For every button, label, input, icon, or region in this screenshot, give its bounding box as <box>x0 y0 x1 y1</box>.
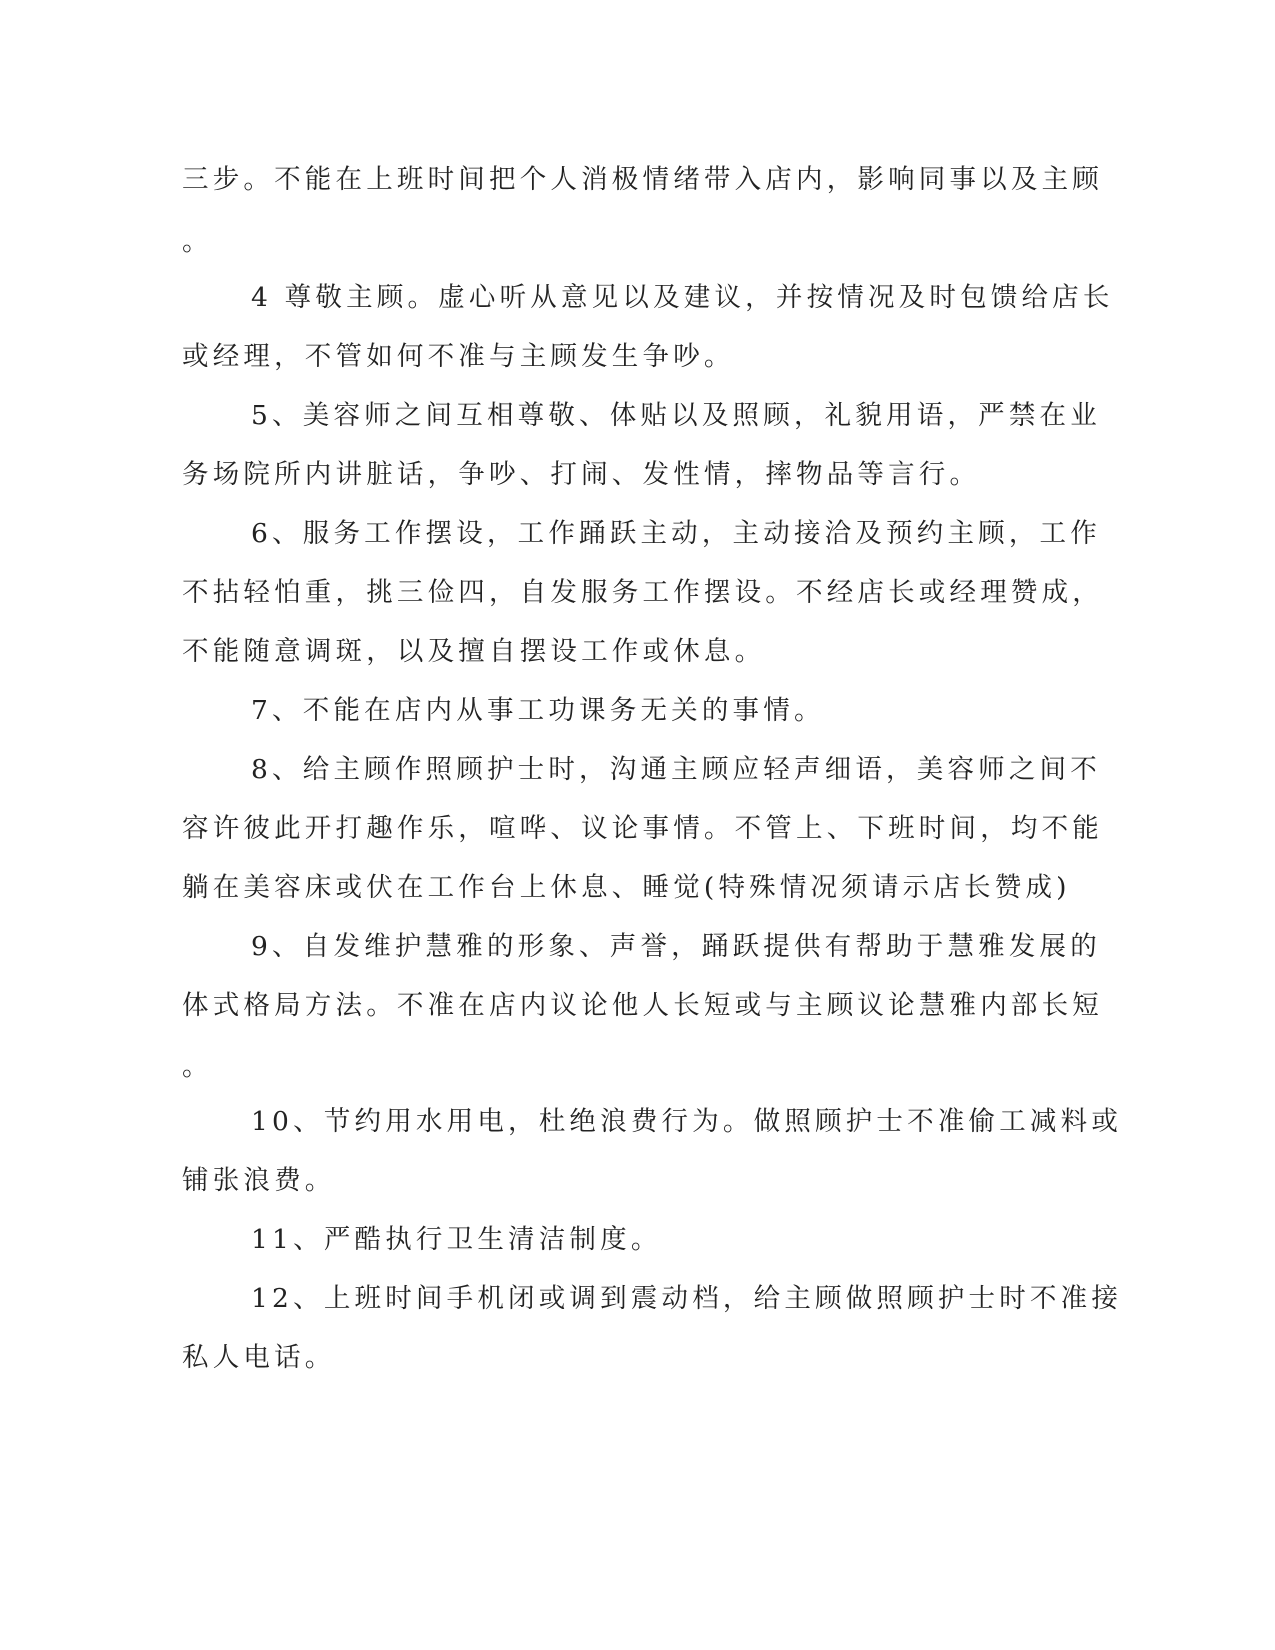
text-line: 躺在美容床或伏在工作台上休息、睡觉(特殊情况须请示店长赞成) <box>182 872 1071 903</box>
text-line: 体式格局方法。不准在店内议论他人长短或与主顾议论慧雅内部长短 <box>182 990 1103 1021</box>
text-line: 。 <box>182 1051 213 1082</box>
text-line: 。 <box>182 226 213 257</box>
text-line: 8、给主顾作照顾护士时，沟通主顾应轻声细语，美容师之间不 <box>251 754 1101 785</box>
text-line: 或经理，不管如何不准与主顾发生争吵。 <box>182 341 735 372</box>
text-line: 三步。不能在上班时间把个人消极情绪带入店内，影响同事以及主顾 <box>182 164 1103 195</box>
text-line: 7、不能在店内从事工功课务无关的事情。 <box>251 695 825 726</box>
text-line: 5、美容师之间互相尊敬、体贴以及照顾，礼貌用语，严禁在业 <box>251 400 1101 431</box>
text-line: 6、服务工作摆设，工作踊跃主动，主动接洽及预约主顾，工作 <box>251 518 1101 549</box>
text-line: 10、节约用水用电，杜绝浪费行为。做照顾护士不准偷工减料或 <box>251 1106 1123 1137</box>
text-line: 11、严酷执行卫生清洁制度。 <box>251 1224 662 1255</box>
text-line: 9、自发维护慧雅的形象、声誉，踊跃提供有帮助于慧雅发展的 <box>251 931 1101 962</box>
text-line: 不拈轻怕重，挑三俭四，自发服务工作摆设。不经店长或经理赞成， <box>182 577 1103 608</box>
text-line: 4 尊敬主顾。虚心听从意见以及建议，并按情况及时包馈给店长 <box>251 282 1114 313</box>
text-line: 私人电话。 <box>182 1342 336 1373</box>
text-line: 12、上班时间手机闭或调到震动档，给主顾做照顾护士时不准接 <box>251 1283 1123 1314</box>
text-line: 务场院所内讲脏话，争吵、打闹、发性情，摔物品等言行。 <box>182 459 981 490</box>
text-line: 容许彼此开打趣作乐，喧哗、议论事情。不管上、下班时间，均不能 <box>182 813 1103 844</box>
text-line: 铺张浪费。 <box>182 1165 336 1196</box>
text-line: 不能随意调斑，以及擅自摆设工作或休息。 <box>182 636 766 667</box>
